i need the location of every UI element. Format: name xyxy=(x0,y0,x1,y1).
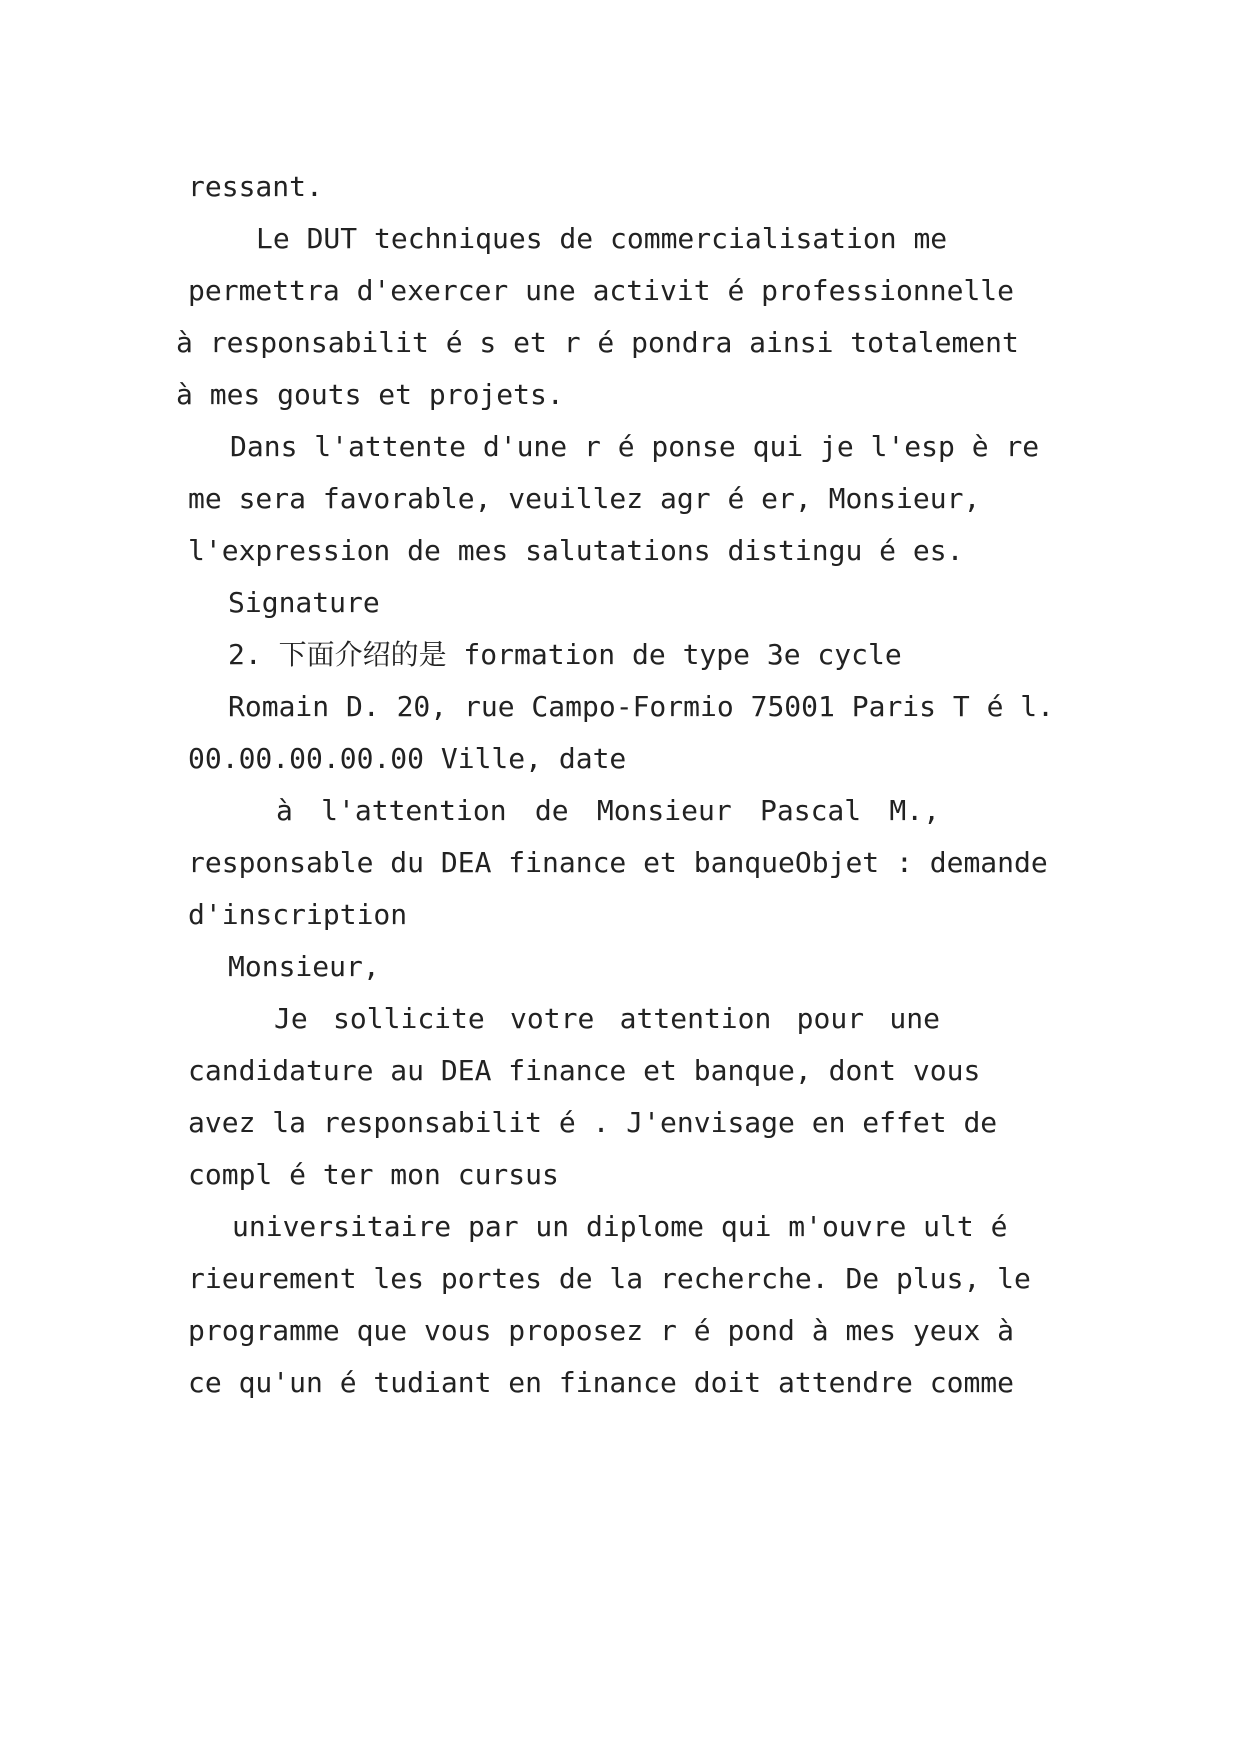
text-line: Je sollicite votre attention pour une xyxy=(274,1002,940,1035)
text-line: rieurement les portes de la recherche. De plus, le xyxy=(188,1262,1031,1295)
text-line: Monsieur, xyxy=(228,950,380,983)
text-line: Romain D. 20, rue Campo-Formio 75001 Paris T é l. xyxy=(228,690,1055,723)
text-line: universitaire par un diplome qui m'ouvre ult é xyxy=(232,1210,1008,1243)
text-line: l'expression de mes salutations distingu é es. xyxy=(188,534,964,567)
text-line: avez la responsabilit é . J'envisage en effet de xyxy=(188,1106,998,1139)
text-line: ce qu'un é tudiant en finance doit attendre comme xyxy=(188,1366,1015,1399)
text-line: candidature au DEA finance et banque, dont vous xyxy=(188,1054,981,1087)
text-line: permettra d'exercer une activit é professionnelle xyxy=(188,274,1015,307)
text-line: ressant. xyxy=(188,170,323,203)
text-line: Le DUT techniques de commercialisation me xyxy=(256,222,948,255)
text-line: d'inscription xyxy=(188,898,408,931)
text-line: à l'attention de Monsieur Pascal M., xyxy=(276,794,940,827)
text-line: 2. 下面介绍的是 formation de type 3e cycle xyxy=(228,638,902,671)
text-line: Dans l'attente d'une r é ponse qui je l'esp è re xyxy=(230,430,1040,463)
text-line: programme que vous proposez r é pond à mes yeux à xyxy=(188,1314,1015,1347)
text-line: responsable du DEA finance et banqueObjet : demande xyxy=(188,846,1048,879)
text-line: me sera favorable, veuillez agr é er, Monsieur, xyxy=(188,482,981,515)
text-line: 00.00.00.00.00 Ville, date xyxy=(188,742,627,775)
text-line: à mes gouts et projets. xyxy=(176,378,564,411)
text-line: Signature xyxy=(228,586,380,619)
text-line: à responsabilit é s et r é pondra ainsi totalement xyxy=(176,326,1019,359)
text-line: compl é ter mon cursus xyxy=(188,1158,559,1191)
